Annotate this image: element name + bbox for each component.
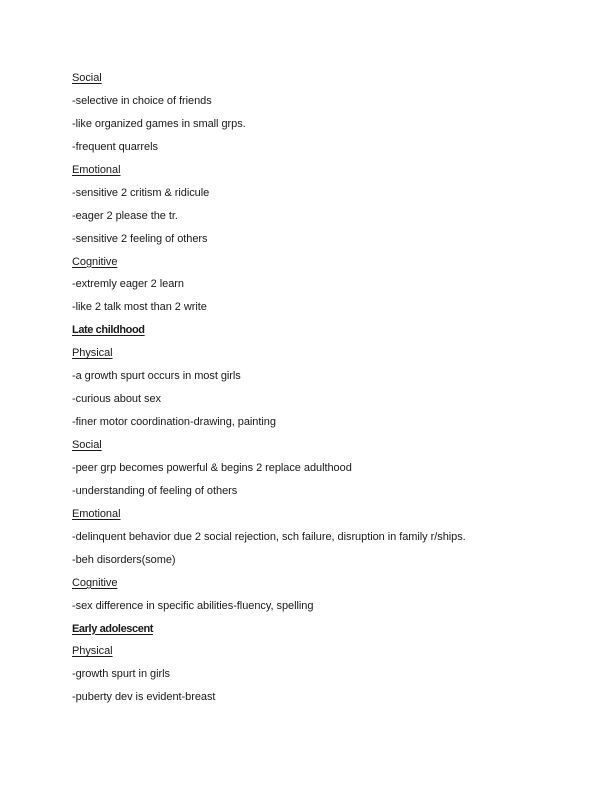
section-heading-early-adolescent: Early adolescent xyxy=(72,622,154,635)
list-item: -extremly eager 2 learn xyxy=(72,278,184,291)
section-subheading-physical: Physical xyxy=(72,347,113,360)
list-item: -sensitive 2 critism & ridicule xyxy=(72,186,210,199)
list-item: -curious about sex xyxy=(72,393,161,406)
list-item: -beh disorders(some) xyxy=(72,553,176,566)
list-item: -like organized games in small grps. xyxy=(72,117,246,130)
list-item: -frequent quarrels xyxy=(72,140,158,153)
list-item: -delinquent behavior due 2 social rejection, sch failure, disruption in family r/ships. xyxy=(72,530,466,543)
list-item: -growth spurt in girls xyxy=(72,668,170,681)
list-item: -peer grp becomes powerful & begins 2 replace adulthood xyxy=(72,461,352,474)
document-page xyxy=(72,70,552,712)
list-item: -eager 2 please the tr. xyxy=(72,209,178,222)
list-item: -understanding of feeling of others xyxy=(72,484,238,497)
section-subheading-cognitive: Cognitive xyxy=(72,255,118,268)
section-subheading-emotional: Emotional xyxy=(72,507,121,520)
list-item: -a growth spurt occurs in most girls xyxy=(72,370,241,383)
list-item: -sensitive 2 feeling of others xyxy=(72,232,208,245)
list-item: -like 2 talk most than 2 write xyxy=(72,301,207,314)
section-subheading-emotional: Emotional xyxy=(72,163,121,176)
list-item: -finer motor coordination-drawing, painting xyxy=(72,416,276,429)
list-item: -selective in choice of friends xyxy=(72,94,212,107)
section-subheading-physical: Physical xyxy=(72,645,113,658)
list-item: -puberty dev is evident-breast xyxy=(72,691,216,704)
list-item: -sex difference in specific abilities-fluency, spelling xyxy=(72,599,314,612)
section-subheading-social: Social xyxy=(72,72,102,84)
section-heading-late-childhood: Late childhood xyxy=(72,324,145,337)
section-subheading-social: Social xyxy=(72,439,102,451)
section-subheading-cognitive: Cognitive xyxy=(72,576,118,589)
